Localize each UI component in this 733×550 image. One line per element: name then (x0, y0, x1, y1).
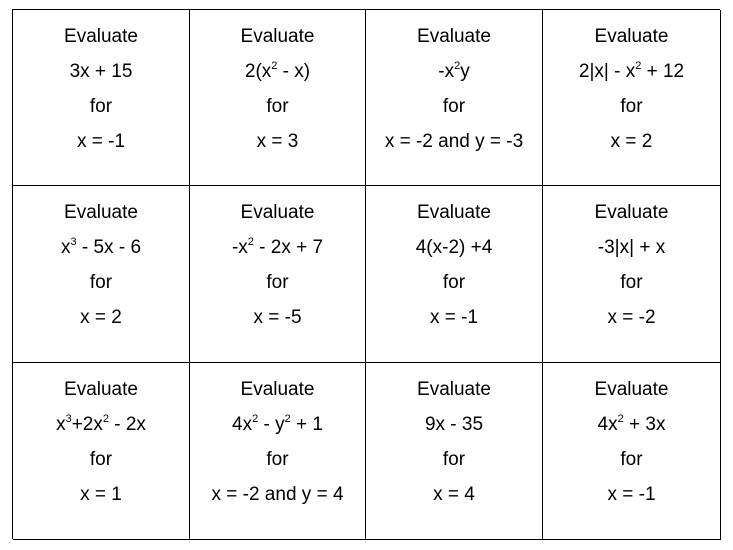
card-for-label: for (89, 96, 113, 117)
card-values: x = -2 and y = 4 (211, 484, 344, 505)
card-10 (190, 363, 366, 540)
card-5 (13, 186, 190, 363)
card-6 (190, 186, 366, 363)
card-heading: Evaluate (240, 379, 315, 400)
card-expression: $-x^2y$ (438, 59, 470, 82)
card-values: x = -2 (607, 307, 656, 328)
card-1 (13, 10, 190, 186)
card-heading: Evaluate (417, 379, 491, 400)
card-heading: Evaluate (64, 202, 138, 223)
card-heading: Evaluate (417, 26, 491, 47)
card-expression: $4x^2 - y^2 + 1$ (232, 412, 323, 435)
card-heading: Evaluate (417, 202, 491, 223)
card-heading: Evaluate (240, 202, 315, 223)
card-values: x = 4 (433, 484, 475, 505)
card-values: x = 3 (256, 131, 299, 152)
card-4 (543, 10, 721, 186)
card-values: x = -1 (429, 307, 479, 328)
card-7 (366, 186, 543, 363)
card-for-label: for (620, 96, 643, 117)
card-9 (13, 363, 190, 540)
card-values: x = -2 and y = -3 (384, 131, 524, 152)
card-values: x = -1 (607, 484, 656, 505)
card-for-label: for (266, 272, 289, 293)
card-expression: $-x^2 - 2x + 7$ (231, 235, 324, 258)
card-values: x = 1 (80, 484, 122, 505)
card-for-label: for (442, 96, 466, 117)
card-11 (366, 363, 543, 540)
card-values: x = 2 (80, 307, 122, 328)
card-for-label: for (620, 449, 643, 470)
card-expression: -3|x| + x (597, 237, 666, 258)
card-expression: 9x - 35 (424, 414, 484, 435)
card-for-label: for (89, 272, 113, 293)
evaluate-card-grid (12, 9, 720, 539)
card-expression: $2(x^2 - x)$ (244, 59, 311, 82)
card-heading: Evaluate (594, 26, 669, 47)
card-heading: Evaluate (594, 202, 669, 223)
card-8 (543, 186, 721, 363)
card-expression: 3x + 15 (69, 61, 133, 82)
card-heading: Evaluate (64, 26, 138, 47)
card-values: x = 2 (610, 131, 653, 152)
card-expression: $x^3+2x^2 - 2x$ (56, 412, 146, 435)
card-heading: Evaluate (64, 379, 138, 400)
card-for-label: for (442, 449, 466, 470)
card-heading: Evaluate (240, 26, 315, 47)
card-values: x = -1 (76, 131, 126, 152)
card-expression: $x^3 - 5x - 6$ (60, 235, 142, 258)
card-for-label: for (266, 449, 289, 470)
card-for-label: for (620, 272, 643, 293)
card-2 (190, 10, 366, 186)
card-for-label: for (89, 449, 113, 470)
card-for-label: for (266, 96, 289, 117)
card-heading: Evaluate (594, 379, 669, 400)
card-expression: 4(x-2) +4 (415, 237, 493, 258)
card-for-label: for (442, 272, 466, 293)
card-values: x = -5 (253, 307, 302, 328)
card-3 (366, 10, 543, 186)
card-12 (543, 363, 721, 540)
card-expression: $4x^2 + 3x$ (597, 412, 666, 435)
card-expression: $2|x| - x^2 + 12$ (578, 59, 685, 82)
